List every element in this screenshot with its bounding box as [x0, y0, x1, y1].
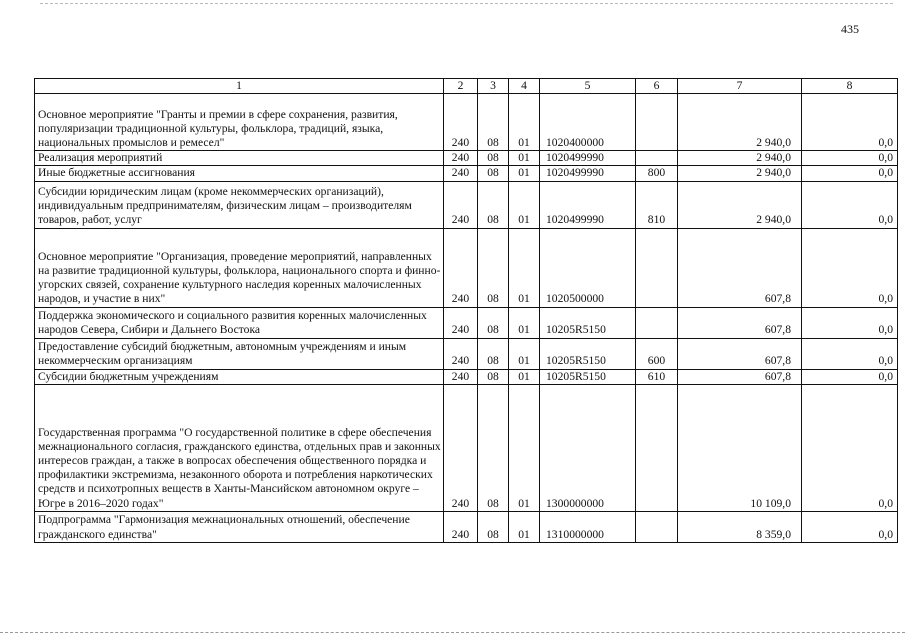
cell-amount-8: 0,0 [802, 511, 898, 542]
cell-code-5: 1020500000 [540, 228, 636, 307]
row-description: Реализация мероприятий [35, 151, 444, 166]
cell-amount-8: 0,0 [802, 369, 898, 384]
cell-code-4: 01 [509, 151, 540, 166]
cell-code-3: 08 [478, 151, 509, 166]
column-header: 7 [678, 79, 802, 94]
page-number: 435 [841, 22, 859, 36]
cell-amount-7: 607,8 [678, 307, 802, 338]
row-description: Предоставление субсидий бюджетным, автономным учреждениям и иным некоммерческим организациям [35, 338, 444, 369]
row-description: Иные бюджетные ассигнования [35, 166, 444, 181]
cell-code-2: 240 [444, 338, 478, 369]
cell-code-2: 240 [444, 181, 478, 228]
table-row [35, 369, 898, 384]
row-description: Субсидии юридическим лицам (кроме некоммерческих организаций), индивидуальным предпринимателям, физическим лицам – производителям товаров, работ, услуг [35, 181, 444, 228]
column-header: 5 [540, 79, 636, 94]
cell-code-5: 1310000000 [540, 511, 636, 542]
cell-code-4: 01 [509, 511, 540, 542]
cell-code-3: 08 [478, 384, 509, 511]
cell-code-6: 610 [636, 369, 678, 384]
cell-code-2: 240 [444, 511, 478, 542]
column-header: 2 [444, 79, 478, 94]
cell-code-3: 08 [478, 94, 509, 151]
budget-table [34, 78, 898, 543]
scan-top-edge [40, 3, 893, 4]
table-row [35, 166, 898, 181]
cell-code-5: 1020499990 [540, 151, 636, 166]
cell-code-3: 08 [478, 369, 509, 384]
cell-code-6: 810 [636, 181, 678, 228]
cell-code-6 [636, 384, 678, 511]
cell-amount-8: 0,0 [802, 384, 898, 511]
cell-code-4: 01 [509, 181, 540, 228]
cell-code-2: 240 [444, 166, 478, 181]
row-description: Подпрограмма "Гармонизация межнациональных отношений, обеспечение гражданского единства" [35, 511, 444, 542]
cell-code-5: 1020499990 [540, 181, 636, 228]
column-header: 3 [478, 79, 509, 94]
cell-code-3: 08 [478, 228, 509, 307]
cell-amount-8: 0,0 [802, 338, 898, 369]
table-row [35, 307, 898, 338]
cell-amount-8: 0,0 [802, 181, 898, 228]
cell-code-6 [636, 151, 678, 166]
table-row [35, 151, 898, 166]
cell-code-2: 240 [444, 151, 478, 166]
row-description: Государственная программа "О государственной политике в сфере обеспечения межнационального согласия, гражданского единства, отдельных прав и законных интересов граждан, а также в вопросах обеспечения общественного порядка и профилактики экстремизма, незаконного оборота и потребления наркотических средств и психотропных веществ в Ханты-Мансийском автономном округе – Югре в 2016–2020 годах" [35, 384, 444, 511]
cell-amount-7: 2 940,0 [678, 151, 802, 166]
cell-amount-8: 0,0 [802, 166, 898, 181]
cell-code-5: 10205R5150 [540, 338, 636, 369]
cell-code-4: 01 [509, 166, 540, 181]
cell-code-2: 240 [444, 94, 478, 151]
column-header: 6 [636, 79, 678, 94]
cell-amount-8: 0,0 [802, 94, 898, 151]
column-header: 4 [509, 79, 540, 94]
table-row [35, 338, 898, 369]
cell-amount-7: 2 940,0 [678, 166, 802, 181]
table-header-row [35, 79, 898, 94]
cell-code-5: 10205R5150 [540, 369, 636, 384]
cell-code-4: 01 [509, 338, 540, 369]
cell-code-2: 240 [444, 307, 478, 338]
table-row [35, 511, 898, 542]
cell-amount-8: 0,0 [802, 151, 898, 166]
cell-amount-7: 607,8 [678, 228, 802, 307]
cell-code-3: 08 [478, 511, 509, 542]
cell-amount-7: 10 109,0 [678, 384, 802, 511]
cell-code-6: 800 [636, 166, 678, 181]
cell-code-6 [636, 307, 678, 338]
cell-code-4: 01 [509, 384, 540, 511]
cell-code-6 [636, 511, 678, 542]
cell-code-6 [636, 228, 678, 307]
cell-amount-7: 2 940,0 [678, 94, 802, 151]
table-row [35, 228, 898, 307]
cell-code-4: 01 [509, 228, 540, 307]
row-description: Субсидии бюджетным учреждениям [35, 369, 444, 384]
column-header: 1 [35, 79, 444, 94]
cell-code-6 [636, 94, 678, 151]
cell-amount-7: 607,8 [678, 338, 802, 369]
cell-amount-7: 2 940,0 [678, 181, 802, 228]
cell-code-3: 08 [478, 307, 509, 338]
table-row [35, 94, 898, 151]
cell-amount-8: 0,0 [802, 307, 898, 338]
cell-code-2: 240 [444, 228, 478, 307]
row-description: Основное мероприятие "Гранты и премии в сфере сохранения, развития, популяризации традиционной культуры, фольклора, традиций, языка, национальных промыслов и ремесел" [35, 94, 444, 151]
cell-code-3: 08 [478, 338, 509, 369]
row-description: Основное мероприятие "Организация, проведение мероприятий, направленных на развитие традиционной культуры, фольклора, национального спорта и финно-угорских связей, сохранение культурного наследия коренных малочисленных народов, и участие в них" [35, 228, 444, 307]
cell-code-4: 01 [509, 94, 540, 151]
table-row [35, 384, 898, 511]
column-header: 8 [802, 79, 898, 94]
cell-code-2: 240 [444, 384, 478, 511]
cell-code-2: 240 [444, 369, 478, 384]
scan-bottom-edge [0, 632, 905, 633]
cell-code-5: 1300000000 [540, 384, 636, 511]
cell-code-5: 1020499990 [540, 166, 636, 181]
cell-code-3: 08 [478, 166, 509, 181]
cell-code-4: 01 [509, 369, 540, 384]
row-description: Поддержка экономического и социального развития коренных малочисленных народов Севера, Сибири и Дальнего Востока [35, 307, 444, 338]
cell-amount-7: 8 359,0 [678, 511, 802, 542]
table-row [35, 181, 898, 228]
cell-code-4: 01 [509, 307, 540, 338]
cell-amount-8: 0,0 [802, 228, 898, 307]
cell-code-6: 600 [636, 338, 678, 369]
cell-amount-7: 607,8 [678, 369, 802, 384]
cell-code-5: 1020400000 [540, 94, 636, 151]
table-body [35, 94, 898, 543]
cell-code-5: 10205R5150 [540, 307, 636, 338]
cell-code-3: 08 [478, 181, 509, 228]
